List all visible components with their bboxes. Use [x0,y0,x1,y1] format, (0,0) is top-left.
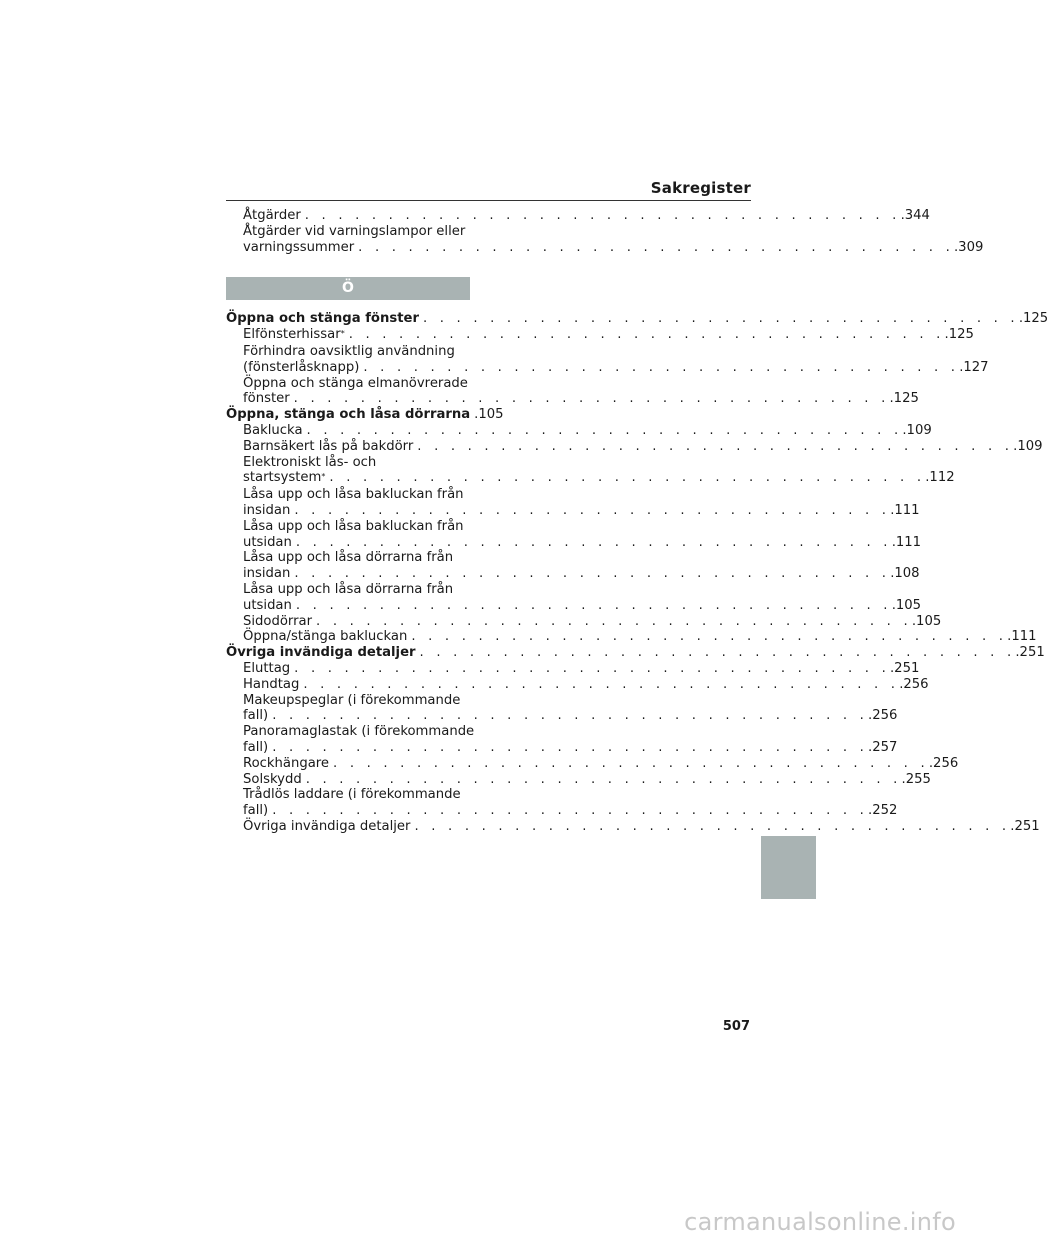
index-entry [226,550,920,582]
page-ref: .109 [902,422,932,438]
leader-dots: . . . . . . . . . . . . . . . . . . . . . . . . . . . . . . . . . . . . [294,502,891,518]
page-ref: .252 [868,803,898,819]
entry-text: Övriga invändiga detaljer [243,818,411,834]
index-heading [226,645,1045,661]
entry-text: Panoramaglastak (i förekommande [243,724,475,740]
index-heading [226,311,1048,327]
page-ref: .255 [901,771,931,787]
leader-dots: . . . . . . . . . . . . . . . . . . . . . . . . . . . . . . . . . . . . [272,803,869,819]
index-entry [226,613,942,630]
leader-dots: . . . . . . . . . . . . . . . . . . . . . . . . . . . . . . . . . . . . [304,208,901,223]
entry-text: varningssummer [243,239,355,255]
footnote-star: * [321,472,326,482]
entry-text: (fönsterlåsknapp) [243,359,360,375]
section-letter-bar: Ö [226,277,470,300]
index-entry [226,787,898,819]
footnote-star: * [340,329,345,339]
entry-text: Solskydd [243,771,302,787]
entry-text: Eluttag [243,660,291,676]
index-entry [226,660,920,677]
page-ref: .125 [944,327,974,343]
entry-text: Åtgärder vid varningslampor eller [243,223,466,239]
section-title: Sakregister [650,179,751,197]
index-entry [226,438,1043,455]
index-entry [226,223,984,256]
entry-text: fall) [243,803,269,819]
leader-dots: . . . . . . . . . . . . . . . . . . . . . . . . . . . . . . . . . . . . [329,470,926,486]
entry-text: Låsa upp och låsa dörrarna från [243,581,454,597]
leader-dots: . . . . . . . . . . . . . . . . . . . . . . . . . . . . . . . . . . . . [272,708,869,724]
entry-text: Öppna och stänga elmanövrerade [243,375,468,391]
index-entry [226,629,1037,645]
entry-text: Handtag [243,676,300,692]
entry-text: insidan [243,566,291,582]
leader-dots: . . . . . . . . . . . . . . . . . . . . . . . . . . . . . . . . . . . . [295,597,892,613]
page-number: 507 [722,1019,750,1034]
entry-text: Makeupspeglar (i förekommande [243,692,461,708]
entry-text: Övriga invändiga detaljer [226,645,416,661]
entry-text: Förhindra oavsiktlig användning [243,343,455,359]
page-ref: .256 [868,708,898,724]
entry-text: Öppna, stänga och låsa dörrarna [226,407,471,423]
page-ref: .105 [474,407,504,423]
leader-dots: . . . . . . . . . . . . . . . . . . . . . . . . . . . . . . . . . . . . [305,771,902,787]
page-ref: .251 [889,660,920,676]
page-ref: .111 [1007,629,1037,645]
leader-dots: . . . . . . . . . . . . . . . . . . . . . . . . . . . . . . . . . . . . [272,739,869,755]
entry-text: utsidan [243,597,292,613]
leader-dots: . . . . . . . . . . . . . . . . . . . . . . . . . . . . . . . . . . . . [294,660,890,676]
entry-text: Låsa upp och låsa bakluckan från [243,518,464,534]
index-entry [226,343,989,376]
entry-text: Rockhängare [243,755,330,771]
page-ref: .105 [891,597,922,613]
index-entry [226,724,898,756]
entry-text: startsystem [243,470,322,486]
watermark: carmanualsonline.info [684,1208,956,1236]
page-ref: .125 [1018,311,1048,327]
page-ref: .251 [1010,818,1040,834]
leader-dots: . . . . . . . . . . . . . . . . . . . . . . . . . . . . . . . . . . . . [295,534,892,550]
leader-dots: . . . . . . . . . . . . . . . . . . . . . . . . . . . . . . . . . . . . [358,239,954,255]
index-entry [226,375,919,408]
leader-dots: . . . . . . . . . . . . . . . . . . . . . . . . . . . . . . . . . . . . [316,613,912,629]
entry-text: Trådlös laddare (i förekommande [243,787,461,803]
page-ref: .256 [928,755,959,771]
leader-dots: . . . . . . . . . . . . . . . . . . . . . . . . . . . . . . . . . . . . [333,755,929,771]
entry-text: Låsa upp och låsa dörrarna från [243,550,454,566]
entry-text: Öppna och stänga fönster [226,311,419,327]
entry-text: Baklucka [243,422,303,438]
index-entry [226,755,959,772]
entry-text: Barnsäkert lås på bakdörr [243,438,414,454]
leader-dots: . . . . . . . . . . . . . . . . . . . . . . . . . . . . . . . . . . . . [303,676,900,692]
index-column [226,208,1048,835]
leader-dots: . . . . . . . . . . . . . . . . . . . . . . . . . . . . . . . . . . . . [306,422,903,438]
entry-text: Sidodörrar [243,613,313,629]
index-entry [226,422,932,439]
index-entry [226,771,931,788]
entry-text: insidan [243,502,291,518]
index-entry [226,581,922,614]
page-ref: .108 [890,566,920,582]
entry-text: Elfönsterhissar [243,327,341,343]
leader-dots: . . . . . . . . . . . . . . . . . . . . . . . . . . . . . . . . . . . . [417,438,1014,454]
index-entry [226,518,922,551]
leader-dots: . . . . . . . . . . . . . . . . . . . . . . . . . . . . . . . . . . . . [348,327,945,343]
page-ref: .256 [899,676,929,692]
entry-text: fall) [243,708,269,724]
index-entry [226,692,898,725]
index-entry [226,818,1040,835]
leader-dots: . . . . . . . . . . . . . . . . . . . . . . . . . . . . . . . . . . . . [411,629,1008,645]
leader-dots: . . . . . . . . . . . . . . . . . . . . . . . . . . . . . . . . . . . . [414,818,1011,834]
entry-text: fönster [243,391,290,407]
index-entry [226,454,955,488]
page-ref: .344 [900,208,930,223]
leader-dots: . . . . . . . . . . . . . . . . . . . . . . . . . . . . . . . . . . . . [294,566,891,582]
page-ref: .127 [959,359,989,375]
leader-dots: . . . . . . . . . . . . . . . . . . . . . . . . . . . . . . . . . . . . [293,391,890,407]
page-ref: .112 [925,470,955,486]
leader-dots: . . . . . . . . . . . . . . . . . . . . . . . . . . . . . . . . . . . . [422,311,1019,327]
page-ref: .111 [891,534,922,550]
page-ref: .111 [890,502,920,518]
index-entry [226,487,920,519]
page-ref: .109 [1013,438,1043,454]
index-heading [226,407,504,423]
leader-dots: . . . . . . . . . . . . . . . . . . . . . . . . . . . . . . . . . . . . [419,645,1016,661]
leader-dots: . . . . . . . . . . . . . . . . . . . . . . . . . . . . . . . . . . . . [363,359,960,375]
page-ref: .309 [953,239,984,255]
index-entry [226,208,930,224]
page-ref: .125 [889,391,919,407]
page-ref: .257 [868,739,898,755]
entry-text: Låsa upp och låsa bakluckan från [243,487,464,503]
page-header [226,178,751,201]
index-entry [226,676,929,693]
entry-text: Öppna/stänga bakluckan [243,629,408,645]
entry-text: Åtgärder [243,208,301,223]
index-entry [226,327,974,344]
entry-text: fall) [243,739,269,755]
page-ref: .105 [911,613,942,629]
entry-text: utsidan [243,534,292,550]
chapter-thumb-tab [761,836,816,899]
page-ref: .251 [1015,645,1045,661]
entry-text: Elektroniskt lås- och [243,454,377,470]
